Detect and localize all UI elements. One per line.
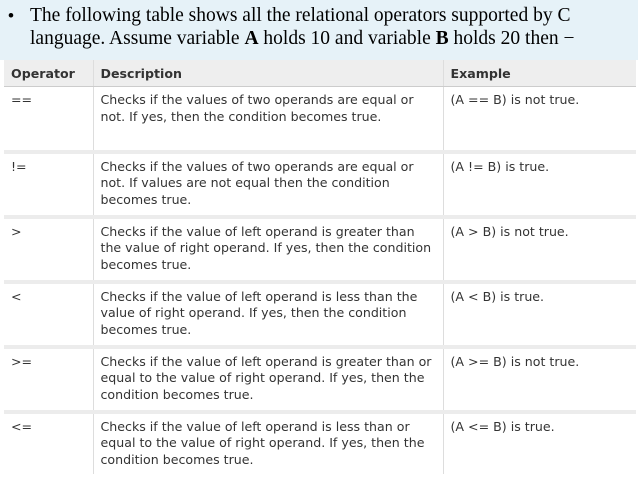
table-row [4,217,636,282]
header-example: Example [443,60,636,87]
table-row [4,412,636,474]
intro-text-prefix: language. Assume variable [30,28,245,49]
description-text: Checks if the value of left operand is greater than the value of right operand. If yes, then the condition becomes true. [100,223,432,272]
description-cell [93,347,443,412]
intro-line-1 [8,4,634,27]
operator-cell: >= [4,347,93,412]
table-row [4,87,636,152]
example-cell: (A != B) is true. [443,152,636,217]
intro-line-2 [8,27,634,50]
intro-text-suffix: holds 20 then − [448,28,575,49]
bullet-icon: • [8,6,14,25]
description-text: Checks if the value of left operand is less than or equal to the value of right operand. If yes, then the condition becomes true. [100,418,425,467]
description-text: Checks if the value of left operand is greater than or equal to the value of right operand. If yes, then the condition becomes true. [100,353,432,402]
table-row [4,347,636,412]
intro-text-line-1: The following table shows all the relational operators supported by C [30,5,571,26]
header-description: Description [93,60,443,87]
header-operator: Operator [4,60,93,87]
description-cell [93,412,443,474]
description-text: Checks if the value of left operand is less than the value of right operand. If yes, then the condition becomes true. [100,288,418,337]
operator-cell: != [4,152,93,217]
example-cell: (A >= B) is not true. [443,347,636,412]
example-cell: (A > B) is not true. [443,217,636,282]
operator-cell: < [4,282,93,347]
operator-cell: > [4,217,93,282]
variable-a: A [244,28,259,49]
intro-text-mid: holds 10 and variable [258,28,436,49]
variable-b: B [435,28,449,49]
table-row [4,152,636,217]
example-cell: (A < B) is true. [443,282,636,347]
example-cell: (A <= B) is true. [443,412,636,474]
intro-paragraph [0,0,638,60]
description-cell [93,217,443,282]
relational-operators-table [4,60,636,474]
table-row [4,282,636,347]
description-cell [93,87,443,152]
table-header-row [4,60,636,87]
example-cell: (A == B) is not true. [443,87,636,152]
operator-cell: <= [11,418,33,434]
description-cell [93,152,443,217]
operator-cell: == [4,87,93,152]
description-text: Checks if the values of two operands are equal or not. If values are not equal then the condition becomes true. [100,158,414,207]
description-cell [93,282,443,347]
description-text: Checks if the values of two operands are equal or not. If yes, then the condition becomes true. [100,92,414,124]
